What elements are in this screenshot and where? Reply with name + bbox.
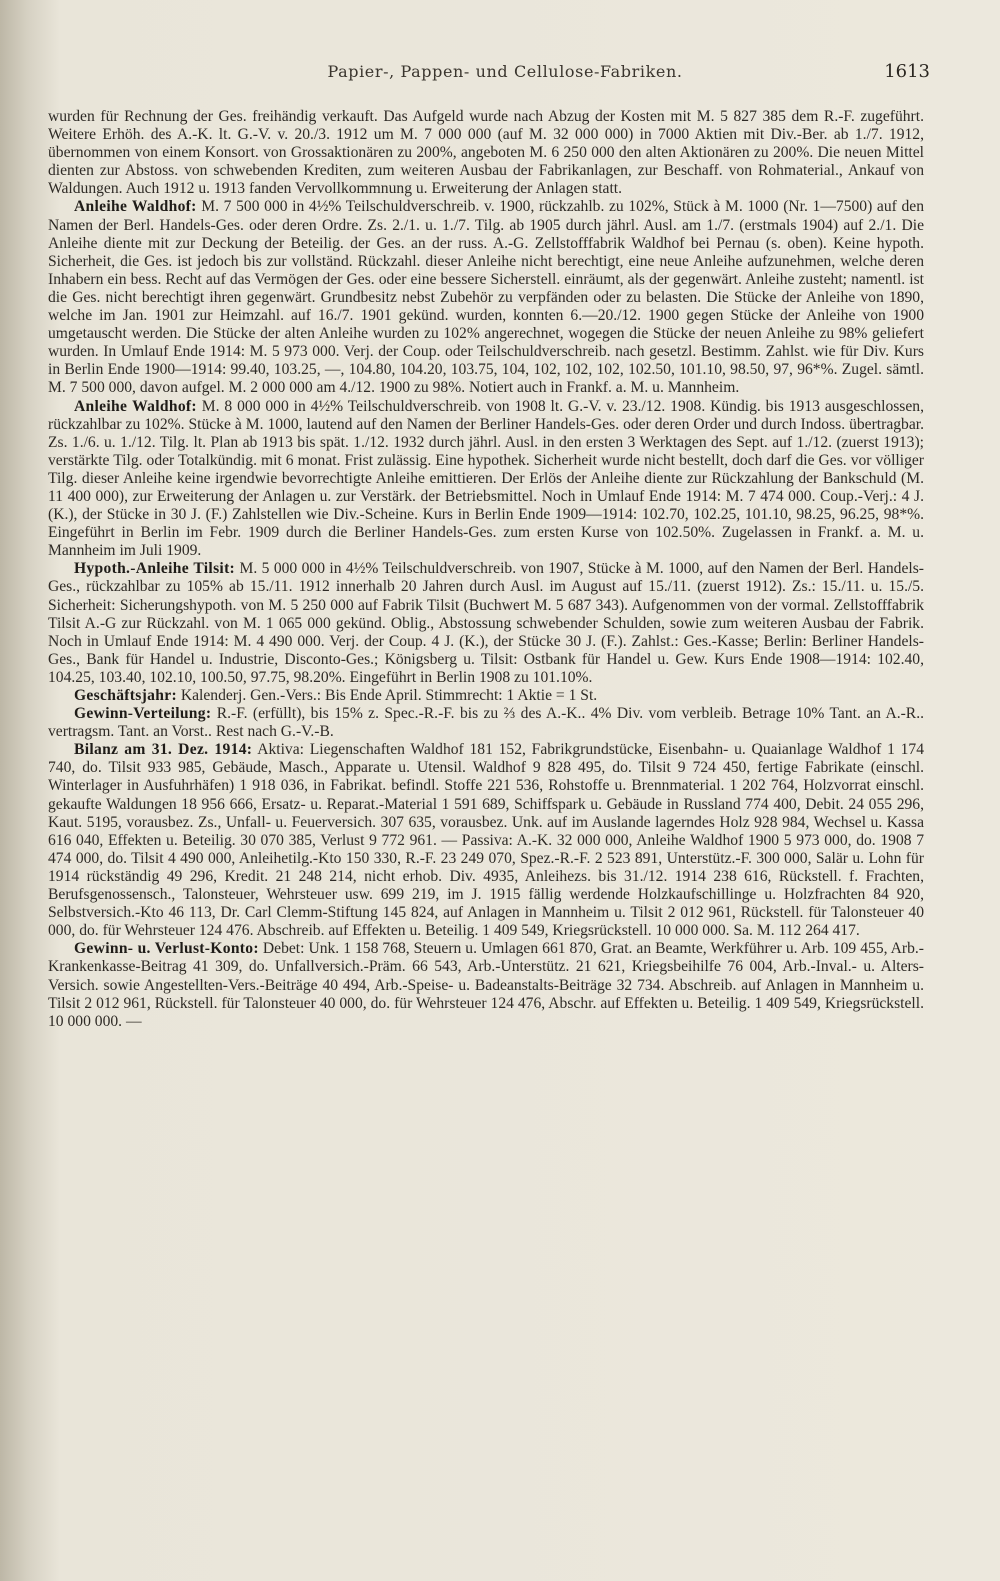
paragraph-text: Aktiva: Liegenschaften Waldhof 181 152, Fabrikgrundstücke, Eisenbahn- u. Quaianlage Waldhof 1 174 740, do. Tilsit 933 985, Gebäude, Masch., Apparate u. Utensil. Waldhof 9 828 495, do. Tilsit 9 724 450, fertige Fabrikate (einschl. Winterlager in Ausfuhrhäfen) 1 918 036, in Fabrikat. befindl. Stoffe 221 536, Rohstoffe u. Brennmaterial. 1 202 764, Holzvorrat einschl. gekaufte Waldungen 18 956 666, Ersatz- u. Reparat.-Material 1 591 689, Schiffspark u. Gebäude in Russland 774 400, Debit. 24 055 296, Kaut. 5195, vorausbez. Zs., Unfall- u. Feuerversich. 307 635, vorausbez. Unk. auf im Auslande lagerndes Holz 928 984, Wechsel u. Kassa 616 040, Effekten u. Beteilig. 30 070 385, Verlust 9 772 961. — Passiva: A.-K. 32 000 000, Anleihe Waldhof 1900 5 973 000, do. 1908 7 474 000, do. Tilsit 4 490 000, Anleihetilg.-Kto 150 330, R.-F. 23 249 070, Spez.-R.-F. 2 523 891, Unterstütz.-F. 300 000, Salär u. Lohn für 1914 rückständig 49 296, Kredit. 21 248 214, nicht erhob. Div. 4935, Anleihezs. bis 31./12. 1914 238 616, Rückstell. f. Frachten, Berufsgenossensch., Talonsteuer, Wehrsteuer usw. 699 219, im J. 1915 fällig werdende Holzkaufschillinge u. Holzfrachten 84 920, Selbstversich.-Kto 46 113, Dr. Carl Clemm-Stiftung 145 824, auf Anlagen in Mannheim u. Tilsit 2 012 961, Rückstell. für Talonsteuer 40 000, do. für Wehrsteuer 124 476. Abschreib. auf Effekten u. Beteilig. 1 409 549, Kriegsrückstell. 10 000 000. Sa. M. 112 264 417. (48, 741, 925, 940)
paragraph-text: Debet: Unk. 1 158 768, Steuern u. Umlagen 661 870, Grat. an Beamte, Werkführer u. Arb. 109 455, Arb.-Krankenkasse-Beitrag 41 309, do. Unfallversich.-Präm. 66 543, Arb.-Unterstütz. 21 621, Kriegsbeihilfe 76 004, Arb.-Inval.- u. Alters-Versich. sowie Angestellten-Vers.-Beiträge 40 494, Arb.-Speise- u. Badeanstalts-Beiträge 32 734. Abschreib. auf Anlagen in Mannheim u. Tilsit 2 012 961, Rückstell. für Talonsteuer 40 000, do. für Wehrsteuer 124 476, Abschr. auf Effekten u. Beteilig. 1 409 549, Kriegsrückstell. 10 000 000. — (48, 940, 924, 1030)
running-head: Papier-, Pappen- und Cellulose-Fabriken. (327, 62, 683, 81)
paragraph-bilanz (48, 741, 924, 940)
paragraph-text: M. 5 000 000 in 4½% Teilschuldverschreib. von 1907, Stücke à M. 1000, auf den Namen der Berl. Handels-Ges., rückzahlbar zu 105% ab 15./11. 1912 innerhalb 20 Jahren durch Ausl. im August auf 15./11. (zuerst 1912). Zs.: 15./11. u. 15./5. Sicherheit: Sicherungshypoth. von M. 5 250 000 auf Fabrik Tilsit (Buchwert M. 5 687 343). Aufgenommen von der vormal. Zellstofffabrik Tilsit A.-G zur Rückzahl. von M. 1 065 000 gekünd. Oblig., Abstossung schwebender Schulden, sowie zum weiteren Ausbau der Fabrik. Noch in Umlauf Ende 1914: M. 4 490 000. Verj. der Coup. 4 J. (K.), der Stücke 30 J. (F.). Zahlst.: Ges.-Kasse; Berlin: Berliner Handels-Ges., Bank für Handel u. Industrie, Disconto-Ges.; Königsberg u. Tilsit: Ostbank für Handel u. Gew. Kurs Ende 1908—1914: 102.40, 104.25, 103.40, 102.10, 100.50, 97.75, 98.20%. Eingeführt in Berlin 1908 zu 101.10%. (48, 560, 924, 686)
paragraph-text: wurden für Rechnung der Ges. freihändig verkauft. Das Aufgeld wurde nach Abzug der Kosten mit M. 5 827 385 dem R.-F. zugeführt. Weitere Erhöh. des A.-K. lt. G.-V. v. 20./3. 1912 um M. 7 000 000 (auf M. 32 000 000) in 7000 Aktien mit Div.-Ber. ab 1./7. 1912, übernommen von einem Konsort. von Grossaktionären zu 200%, angeboten M. 6 250 000 den alten Aktionären zu 200%. Die neuen Mittel dienten zur Abstoss. von schwebenden Krediten, zum weiteren Ausbau der Fabrikanlagen, zur Beschaff. von Rohmaterial., Ankauf von Waldungen. Auch 1912 u. 1913 fanden Vervollkommnung u. Erweiterung der Anlagen statt. (48, 108, 924, 198)
paragraph-text: Kalenderj. Gen.-Vers.: Bis Ende April. Stimmrecht: 1 Aktie = 1 St. (176, 687, 598, 704)
paragraph-lead: Bilanz am 31. Dez. 1914: (74, 741, 253, 759)
body-text (48, 108, 924, 1031)
paragraph-anleihe-waldhof-1900 (48, 198, 924, 397)
paragraph-lead: Geschäftsjahr: (74, 687, 177, 704)
paragraph-gewinn-verteilung (48, 705, 924, 741)
paragraph-anleihe-waldhof-1908 (48, 398, 924, 561)
paragraph-lead: Anleihe Waldhof: (74, 198, 197, 216)
paragraph-lead: Hypoth.-Anleihe Tilsit: (74, 560, 236, 578)
paragraph-text: M. 8 000 000 in 4½% Teilschuldverschreib. von 1908 lt. G.-V. v. 23./12. 1908. Kündig. bis 1913 ausgeschlossen, rückzahlbar zu 102%. Stücke à M. 1000, lautend auf den Namen der Berliner Handels-Ges. oder deren Order und durch Indoss. übertragbar. Zs. 1./6. u. 1./12. Tilg. lt. Plan ab 1913 bis spät. 1./12. 1932 durch jährl. Ausl. in den ersten 3 Werktagen des Sept. auf 1./12. (zuerst 1913); verstärkte Tilg. oder Totalkündig. mit 6 monat. Frist zulässig. Eine hypothek. Sicherheit wurde nicht bestellt, doch darf die Ges. vor völliger Tilg. dieser Anleihe keine irgendwie bevorrechtigte Anleihe emittieren. Der Erlös der Anleihe diente zur Rückzahlung der Bankschuld (M. 11 400 000), zur Erweiterung der Anlagen u. zur Verstärk. der Betriebsmittel. Noch in Umlauf Ende 1914: M. 7 474 000. Coup.-Verj.: 4 J. (K.), der Stücke in 30 J. (F.) Zahlstellen wie Div.-Scheine. Kurs in Berlin Ende 1909—1914: 102.70, 102.25, 101.10, 98.25, 96.25, 98*%. Eingeführt in Berlin im Febr. 1909 durch die Berliner Handels-Ges. zum ersten Kurse von 102.50%. Zugelassen in Frankf. a. M. u. Mannheim im Juli 1909. (48, 397, 924, 560)
paragraph-capital-increase (48, 108, 924, 198)
page-number: 1613 (884, 61, 930, 82)
paragraph-hypoth-anleihe-tilsit (48, 560, 924, 687)
paragraph-lead: Gewinn- u. Verlust-Konto: (74, 940, 259, 958)
paragraph-text: R.-F. (erfüllt), bis 15% z. Spec.-R.-F. bis zu ⅔ des A.-K.. 4% Div. vom verbleib. Betrage 10% Tant. an A.-R.. vertragsm. Tant. an Vorst.. Rest nach G.-V.-B. (48, 705, 924, 741)
paragraph-lead: Anleihe Waldhof: (74, 397, 197, 415)
paragraph-text: M. 7 500 000 in 4½% Teilschuldverschreib. v. 1900, rückzahlb. zu 102%, Stück à M. 1000 (Nr. 1—7500) auf den Namen der Berl. Handels-Ges. oder deren Ordre. Zs. 2./1. u. 1./7. Tilg. ab 1905 durch jährl. Ausl. am 1./7. (erstmals 1904) auf 2./1. Die Anleihe diente mit zur Deckung der Beteilig. der Ges. an der russ. A.-G. Zellstofffabrik Waldhof bei Pernau (s. oben). Keine hypoth. Sicherheit, die Ges. ist jedoch bis zur vollständ. Rückzahl. dieser Anleihe nicht berechtigt, eine neue Anleihe aufzunehmen, welche deren Inhabern ein bess. Recht auf das Vermögen der Ges. oder eine bessere Sicherstell. einräumt, als der gegenwärt. Anleihe zusteht; namentl. ist die Ges. nicht berechtigt ihren gegenwärt. Grundbesitz nebst Zubehör zu verpfänden oder zu belasten. Die Stücke der Anleihe von 1890, welche im Jan. 1901 zur Heimzahl. auf 16./7. 1901 gekünd. wurden, konnten 6.—20./12. 1900 gegen Stücke der Anleihe von 1900 umgetauscht werden. Die Stücke der alten Anleihe wurden zu 102% angerechnet, wogegen die Stücke der neuen Anleihe zu 98% geliefert wurden. In Umlauf Ende 1914: M. 5 973 000. Verj. der Coup. oder Teilschuldverschreib. nach gesetzl. Bestimm. Zahlst. wie für Div. Kurs in Berlin Ende 1900—1914: 99.40, 103.25, —, 104.80, 104.20, 103.75, 104, 102, 102, 102, 102.50, 101.10, 98.50, 97, 96*%. Zugel. sämtl. M. 7 500 000, davon aufgel. M. 2 000 000 am 4./12. 1900 zu 98%. Notiert auch in Frankf. a. M. u. Mannheim. (48, 198, 924, 397)
paragraph-gewinn-verlust-konto (48, 940, 924, 1030)
page-header (60, 62, 950, 86)
paragraph-geschaeftsjahr (48, 687, 924, 705)
paragraph-lead: Gewinn-Verteilung: (74, 705, 212, 723)
